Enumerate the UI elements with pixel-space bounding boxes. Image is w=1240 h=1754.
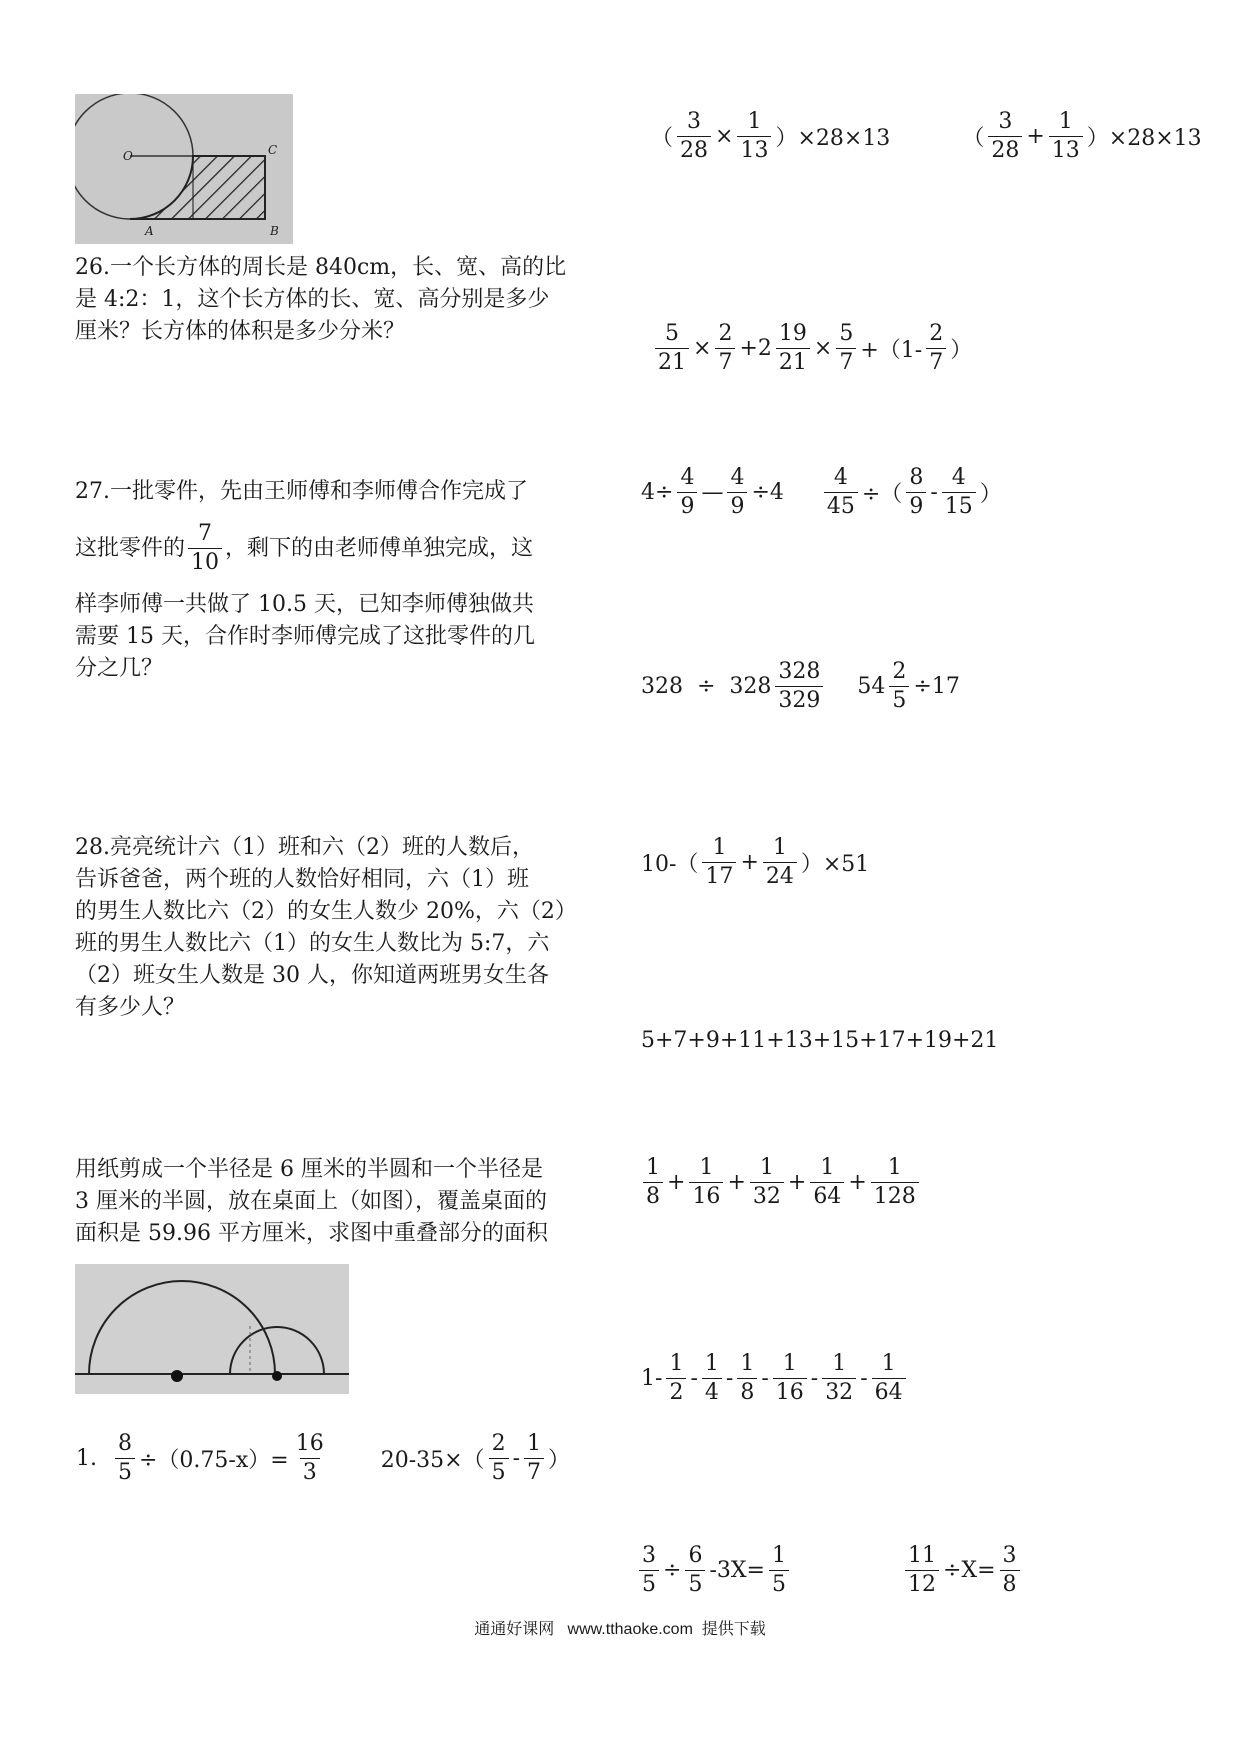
operator: -: [930, 480, 938, 505]
footer-text: 通通好课网 www.tthaoke.com 提供下载: [474, 1621, 766, 1638]
figure-label-b: B: [270, 224, 279, 238]
fraction: [872, 1352, 906, 1405]
fraction-numerator: 4: [833, 465, 848, 490]
fraction: [655, 322, 689, 375]
fraction-numerator: 1: [772, 835, 787, 860]
expression-text: ）×28×13: [775, 126, 891, 151]
operator: —: [701, 480, 724, 505]
expression-row-8: [640, 1352, 909, 1405]
question-26-line: 厘米？长方体的体积是多少分米？: [75, 319, 406, 344]
operator: -: [810, 1366, 819, 1391]
expression-text: ）×28×13: [1086, 126, 1202, 151]
fraction: [906, 466, 926, 519]
fraction: [685, 1544, 705, 1597]
expression-row-2: [652, 322, 973, 375]
fraction-denominator: 32: [750, 1182, 784, 1209]
fraction-denominator: 8: [643, 1182, 663, 1209]
fraction-denominator: 4: [702, 1378, 722, 1405]
fraction-denominator: 64: [810, 1182, 844, 1209]
fraction: [489, 1432, 509, 1485]
figure-circle-shaded-region: [75, 94, 293, 244]
fraction-denominator: 13: [737, 136, 771, 163]
fraction-denominator: 7: [926, 348, 946, 375]
fraction-denominator: 5: [639, 1570, 659, 1597]
question-29-line: 3 厘米的半圆，放在桌面上（如图），覆盖桌面的: [75, 1189, 547, 1214]
question-27-line: 分之几？: [75, 656, 164, 681]
question-28-line: 告诉爸爸，两个班的人数恰好相同，六（1）班: [75, 867, 529, 892]
operator: -: [761, 1366, 769, 1391]
fraction-numerator: 1: [759, 1155, 774, 1180]
fraction: [702, 1352, 722, 1405]
fraction: [666, 1352, 686, 1405]
question-29: [75, 1154, 605, 1250]
fraction-numerator: 2: [892, 659, 907, 684]
fraction-numerator: 16: [295, 1431, 324, 1456]
fraction-numerator: 4: [951, 465, 966, 490]
question-28-line: （2）班女生人数是 30 人，你知道两班男女生各: [75, 963, 549, 988]
expression-text: ÷17: [913, 674, 960, 699]
fraction: [988, 110, 1022, 163]
fraction-numerator: 1: [704, 1351, 719, 1376]
operator: ×: [715, 124, 734, 149]
fraction-numerator: 3: [687, 109, 702, 134]
question-27-text: 这批零件的: [75, 535, 186, 561]
fraction-numerator: 11: [907, 1543, 936, 1568]
fraction-denominator: 28: [677, 136, 711, 163]
fraction: [905, 1544, 939, 1597]
fraction-numerator: 2: [929, 321, 944, 346]
fraction-numerator: 1: [712, 835, 727, 860]
expression-row-6: [640, 1028, 999, 1053]
fraction-denominator: 9: [677, 492, 697, 519]
fraction: [773, 1352, 807, 1405]
fraction-numerator: 1: [771, 1543, 786, 1568]
fraction-denominator: 7: [715, 348, 735, 375]
question-26: [75, 252, 605, 348]
fraction-numerator: 1: [747, 109, 762, 134]
expression-text: ）: [979, 482, 1002, 507]
fraction-numerator: 3: [998, 109, 1013, 134]
fraction-denominator: 2: [666, 1378, 686, 1405]
equation-text: ）: [548, 1448, 571, 1473]
question-27-line: 样李师傅一共做了 10.5 天，已知李师傅独做共: [75, 592, 534, 617]
fraction-numerator: 8: [909, 465, 924, 490]
fraction: [643, 1156, 663, 1209]
fraction: [727, 466, 747, 519]
fraction-numerator: 8: [118, 1431, 132, 1456]
expression-text: +2: [739, 336, 772, 361]
fraction-denominator: 5: [115, 1458, 135, 1485]
question-28-line: 的男生人数比六（2）的女生人数少 20%，六（2）: [75, 899, 577, 924]
equation-text: ÷（0.75-x）=: [139, 1448, 289, 1473]
fraction-denominator: 9: [727, 492, 747, 519]
fraction-numerator: 1: [669, 1351, 684, 1376]
fraction: [775, 660, 823, 713]
expression-text: 10-（: [641, 852, 699, 877]
fraction: [737, 1352, 757, 1405]
fraction-denominator: 329: [775, 686, 823, 713]
expression-text: 5+7+9+11+13+15+17+19+21: [641, 1028, 999, 1053]
operator: -: [512, 1446, 520, 1471]
fraction: [836, 322, 856, 375]
figure-label-c: C: [268, 143, 278, 157]
operator: -: [725, 1366, 734, 1391]
fraction-denominator: 45: [824, 492, 858, 519]
question-27-text: ，剩下的由老师傅单独完成，这: [225, 535, 534, 561]
fraction-denominator: 8: [737, 1378, 757, 1405]
fraction-denominator: 3: [300, 1458, 320, 1485]
expression-text: ÷X=: [942, 1558, 996, 1583]
fraction-numerator: 1: [740, 1351, 755, 1376]
fraction: [677, 110, 711, 163]
fraction-numerator: 1: [832, 1351, 847, 1376]
fraction-denominator: 5: [889, 686, 909, 713]
expression-text: 1-: [641, 1366, 663, 1391]
operator: +: [787, 1170, 807, 1195]
expression-text: -3X=: [709, 1558, 765, 1583]
fraction: [763, 836, 797, 889]
fraction: [715, 322, 735, 375]
equation-number: 1.: [76, 1446, 97, 1471]
operator: ÷: [663, 1558, 682, 1583]
fraction-denominator: 21: [655, 348, 689, 375]
question-29-line: 面积是 59.96 平方厘米，求图中重叠部分的面积: [75, 1221, 548, 1246]
expression-text: ÷（: [861, 482, 903, 507]
question-27-line-with-fraction: [75, 522, 605, 575]
fraction: [776, 322, 810, 375]
fraction-denominator: 10: [188, 548, 222, 575]
fraction: [926, 322, 946, 375]
fraction-denominator: 16: [773, 1378, 807, 1405]
fraction-numerator: 1: [527, 1431, 541, 1456]
fraction-numerator: 4: [730, 465, 745, 490]
fraction: [871, 1156, 919, 1209]
expression-text: ）: [950, 338, 973, 363]
fraction-denominator: 5: [685, 1570, 705, 1597]
question-28-line: 班的男生人数比六（1）的女生人数比为 5:7，六: [75, 931, 550, 956]
fraction-numerator: 5: [839, 321, 854, 346]
fraction: [689, 1156, 723, 1209]
footer-credit: [0, 1616, 1240, 1639]
figure-label-o: O: [123, 149, 133, 163]
fraction-denominator: 64: [872, 1378, 906, 1405]
fraction: [677, 466, 697, 519]
fraction: [822, 1352, 856, 1405]
fraction-numerator: 3: [642, 1543, 656, 1568]
figure-circle-svg: [75, 94, 293, 244]
fraction-denominator: 5: [769, 1570, 789, 1597]
expression-row-9: [636, 1544, 1023, 1597]
fraction-denominator: 5: [489, 1458, 509, 1485]
operator: -: [860, 1366, 868, 1391]
fraction-numerator: 1: [1058, 109, 1073, 134]
expression-row-1: [650, 110, 1203, 163]
question-26-line: 26.一个长方体的周长是 840cm，长、宽、高的比: [75, 255, 567, 280]
fraction-numerator: 1: [820, 1155, 835, 1180]
expression-text: ÷4: [751, 480, 784, 505]
operator: +: [667, 1170, 686, 1195]
fraction: [750, 1156, 784, 1209]
equation-1: [75, 1432, 571, 1485]
fraction-denominator: 7: [836, 348, 856, 375]
fraction: [889, 660, 909, 713]
fraction-denominator: 8: [1000, 1570, 1020, 1597]
expression-row-7: [640, 1156, 922, 1209]
fraction-numerator: 1: [646, 1155, 660, 1180]
fraction: [188, 522, 222, 575]
question-27-line: 需要 15 天，合作时李师傅完成了这批零件的几: [75, 624, 535, 649]
expression-row-4: [640, 660, 961, 713]
operator: ×: [693, 336, 712, 361]
question-26-line: 是 4:2：1，这个长方体的长、宽、高分别是多少: [75, 287, 550, 312]
fraction-denominator: 24: [763, 862, 797, 889]
equation-text: 20-35×（: [380, 1448, 485, 1473]
fraction-numerator: 1: [699, 1155, 714, 1180]
fraction: [737, 110, 771, 163]
fraction: [639, 1544, 659, 1597]
operator: +: [1026, 124, 1045, 149]
fraction-denominator: 32: [822, 1378, 856, 1405]
paren: （: [651, 126, 674, 151]
operator: +: [740, 850, 759, 875]
fraction-numerator: 1: [881, 1351, 896, 1376]
fraction-numerator: 19: [778, 321, 807, 346]
expression-text: 4÷: [641, 480, 674, 505]
fraction-numerator: 328: [778, 659, 821, 684]
fraction: [293, 1432, 327, 1485]
fraction: [810, 1156, 844, 1209]
fraction-numerator: 1: [887, 1155, 902, 1180]
expression-text: +（1-: [860, 338, 923, 363]
fraction-numerator: 2: [491, 1431, 506, 1456]
fraction-denominator: 17: [702, 862, 736, 889]
fraction-denominator: 128: [871, 1182, 919, 1209]
operator: +: [848, 1170, 867, 1195]
fraction-denominator: 9: [906, 492, 926, 519]
fraction-numerator: 3: [1002, 1543, 1017, 1568]
operator: -: [690, 1366, 698, 1391]
question-29-line: 用纸剪成一个半径是 6 厘米的半圆和一个半径是: [75, 1157, 543, 1182]
paren: （: [962, 126, 985, 151]
fraction-denominator: 16: [689, 1182, 723, 1209]
fraction-numerator: 7: [198, 521, 213, 546]
fraction: [769, 1544, 789, 1597]
fraction-numerator: 4: [680, 465, 695, 490]
fraction: [824, 466, 858, 519]
expression-row-5: [640, 836, 870, 889]
fraction: [702, 836, 736, 889]
expression-text: 54: [857, 674, 886, 699]
fraction-denominator: 21: [776, 348, 810, 375]
expression-text: 328 ÷ 328: [641, 674, 772, 699]
figure-label-a: A: [145, 224, 154, 238]
fraction: [1049, 110, 1083, 163]
expression-text: ）×51: [800, 852, 870, 877]
fraction: [942, 466, 976, 519]
operator: +: [727, 1170, 746, 1195]
question-28-line: 有多少人？: [75, 995, 186, 1020]
fraction: [524, 1432, 544, 1485]
figure-semicircles: [75, 1264, 349, 1394]
figure-semicircles-svg: [75, 1264, 349, 1394]
fraction: [115, 1432, 135, 1485]
fraction-denominator: 7: [524, 1458, 544, 1485]
fraction-numerator: 2: [718, 321, 733, 346]
fraction-numerator: 5: [665, 321, 679, 346]
fraction-numerator: 1: [782, 1351, 797, 1376]
fraction-denominator: 13: [1049, 136, 1083, 163]
expression-row-3: [640, 466, 1003, 519]
fraction-denominator: 28: [988, 136, 1022, 163]
question-28-line: 28.亮亮统计六（1）班和六（2）班的人数后，: [75, 835, 534, 860]
fraction-numerator: 6: [688, 1543, 703, 1568]
fraction-denominator: 12: [905, 1570, 939, 1597]
question-28: [75, 832, 605, 1024]
fraction: [1000, 1544, 1020, 1597]
fraction-denominator: 15: [942, 492, 976, 519]
question-27: [75, 476, 605, 685]
question-27-line: 27.一批零件，先由王师傅和李师傅合作完成了: [75, 479, 528, 504]
operator: ×: [813, 336, 833, 361]
